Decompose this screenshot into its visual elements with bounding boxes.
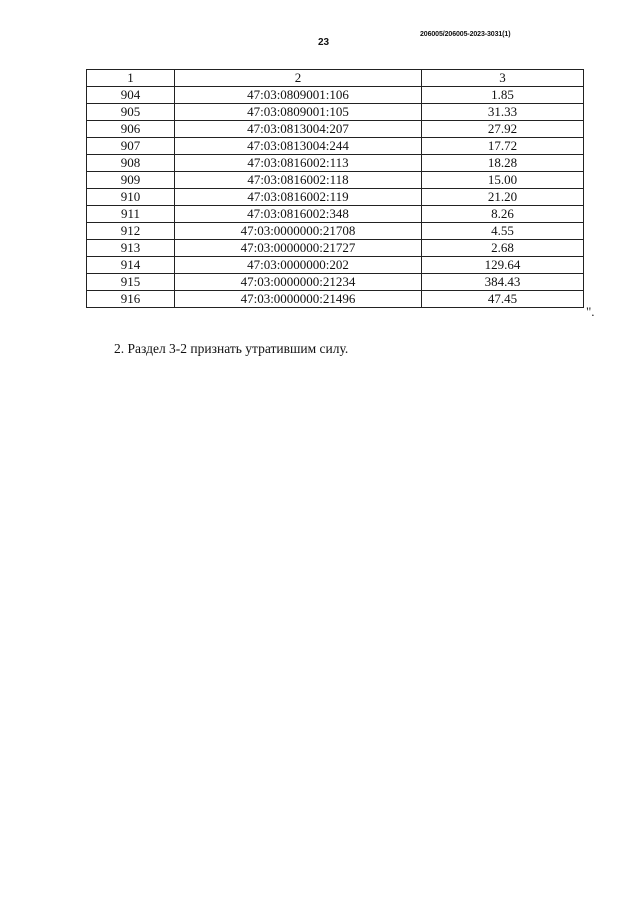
table-row [87,223,584,240]
table-row [87,291,584,308]
closing-quote: ". [586,304,595,319]
table-row [87,240,584,257]
value-cell: 27.92 [422,121,584,138]
cadastral-number-cell: 47:03:0813004:244 [175,138,422,155]
value-cell: 2.68 [422,240,584,257]
row-number-cell: 910 [87,189,175,206]
table-row [87,172,584,189]
cadastral-number-cell: 47:03:0809001:105 [175,104,422,121]
data-table [86,69,584,308]
value-cell: 15.00 [422,172,584,189]
row-number-cell: 908 [87,155,175,172]
cadastral-number-cell: 47:03:0813004:207 [175,121,422,138]
row-number-cell: 913 [87,240,175,257]
value-cell: 47.45 [422,291,584,308]
cadastral-number-cell: 47:03:0816002:118 [175,172,422,189]
cadastral-number-cell: 47:03:0000000:21496 [175,291,422,308]
section-note: 2. Раздел 3-2 признать утратившим силу. [114,341,349,356]
value-cell: 1.85 [422,87,584,104]
cadastral-number-cell: 47:03:0809001:106 [175,87,422,104]
table-row [87,257,584,274]
column-header: 1 [87,70,175,87]
cadastral-number-cell: 47:03:0816002:348 [175,206,422,223]
value-cell: 4.55 [422,223,584,240]
row-number-cell: 907 [87,138,175,155]
column-header: 2 [175,70,422,87]
page-number: 23 [318,37,330,48]
row-number-cell: 909 [87,172,175,189]
cadastral-number-cell: 47:03:0816002:113 [175,155,422,172]
row-number-cell: 914 [87,257,175,274]
table-row [87,121,584,138]
value-cell: 8.26 [422,206,584,223]
value-cell: 129.64 [422,257,584,274]
row-number-cell: 906 [87,121,175,138]
cadastral-number-cell: 47:03:0000000:21234 [175,274,422,291]
cadastral-number-cell: 47:03:0000000:202 [175,257,422,274]
table-row [87,155,584,172]
row-number-cell: 911 [87,206,175,223]
row-number-cell: 916 [87,291,175,308]
table-row [87,87,584,104]
value-cell: 18.28 [422,155,584,172]
table-row [87,206,584,223]
row-number-cell: 915 [87,274,175,291]
value-cell: 17.72 [422,138,584,155]
cadastral-number-cell: 47:03:0000000:21708 [175,223,422,240]
cadastral-number-cell: 47:03:0816002:119 [175,189,422,206]
row-number-cell: 912 [87,223,175,240]
table-row [87,104,584,121]
table-row [87,274,584,291]
table-row [87,189,584,206]
cadastral-number-cell: 47:03:0000000:21727 [175,240,422,257]
table-row [87,138,584,155]
value-cell: 31.33 [422,104,584,121]
value-cell: 21.20 [422,189,584,206]
document-id: 206005/206005-2023-3031(1) [420,31,511,38]
value-cell: 384.43 [422,274,584,291]
row-number-cell: 905 [87,104,175,121]
table-header-row [87,70,584,87]
column-header: 3 [422,70,584,87]
row-number-cell: 904 [87,87,175,104]
